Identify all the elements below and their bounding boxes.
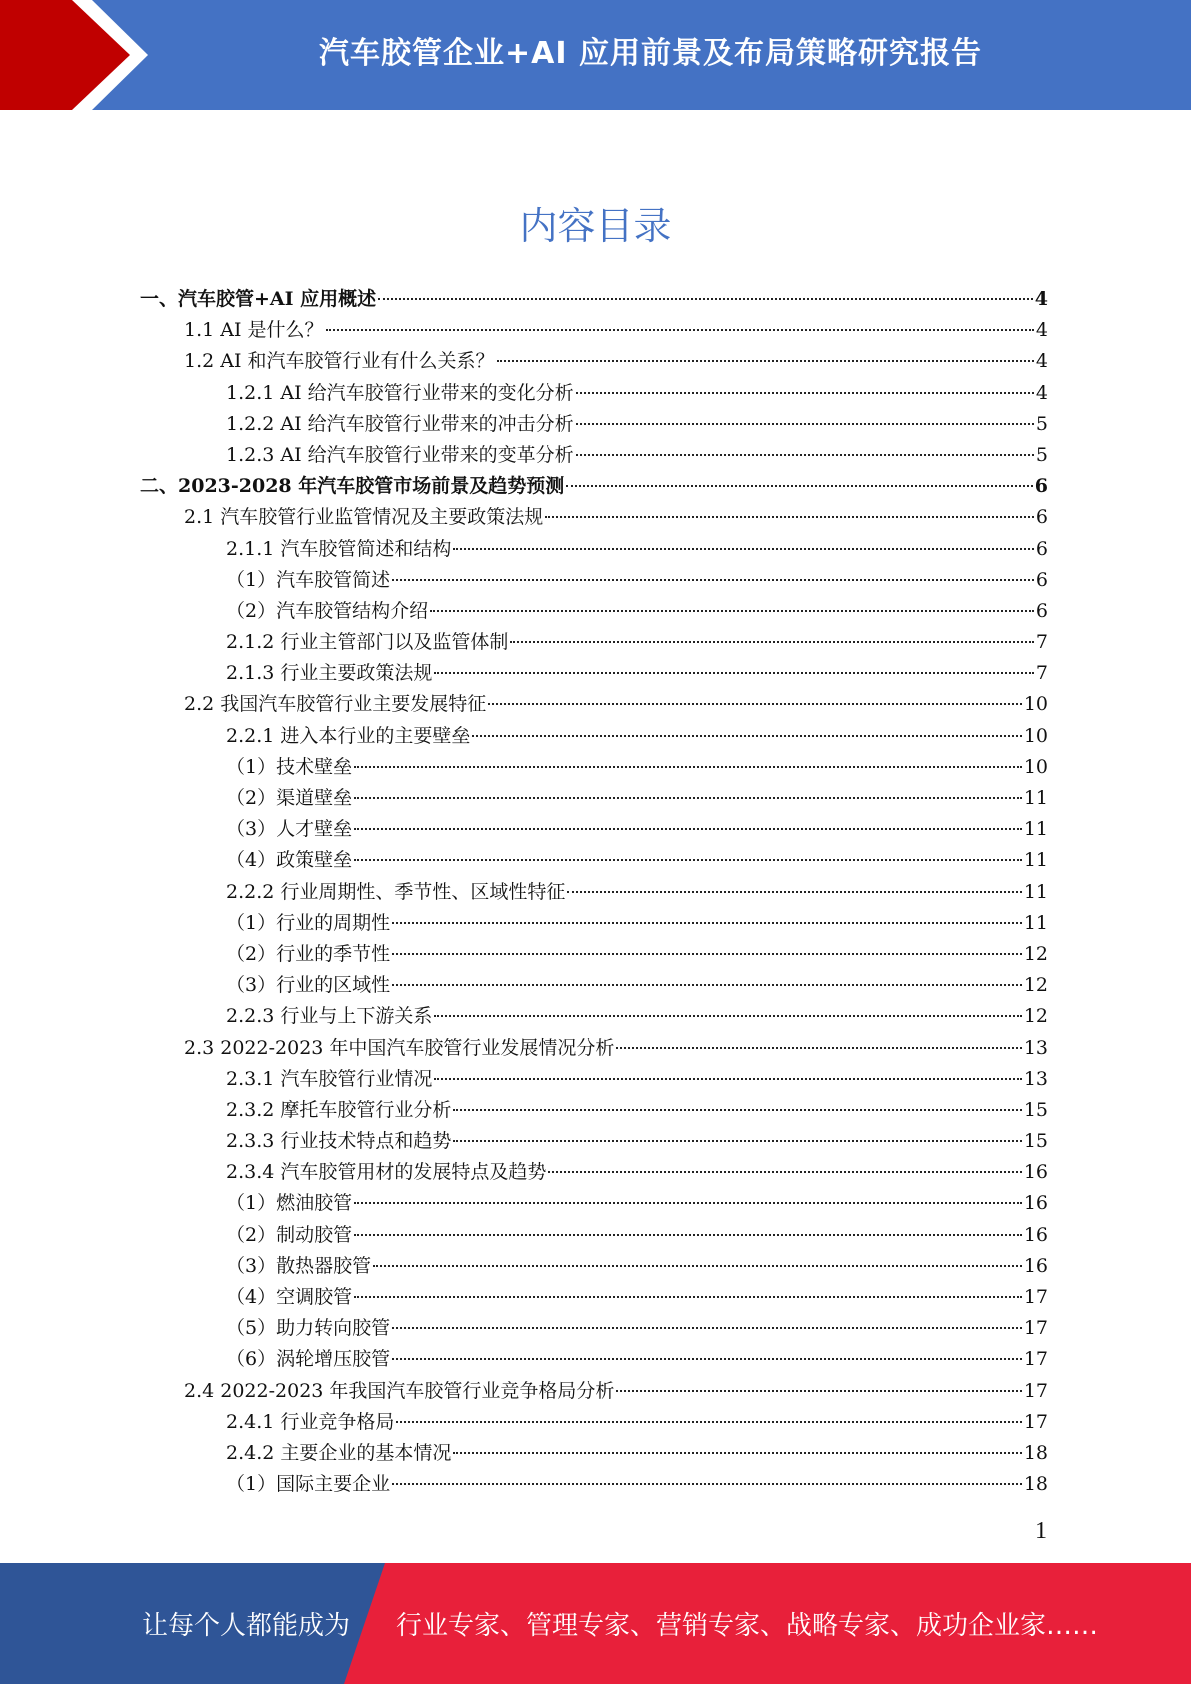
toc-entry-page: 17 — [1023, 1410, 1048, 1433]
toc-dot-leader — [510, 641, 1034, 643]
toc-entry-title: 1.2 AI 和汽车胶管行业有什么关系？ — [184, 350, 495, 373]
toc-dot-leader — [453, 1140, 1021, 1142]
toc-entry-page: 12 — [1023, 942, 1048, 965]
toc-entry[interactable] — [140, 1376, 1048, 1407]
toc-entry[interactable] — [140, 1033, 1048, 1064]
toc-entry-title: （1）行业的周期性 — [226, 911, 391, 934]
header-bar — [0, 0, 1191, 110]
toc-dot-leader — [354, 859, 1022, 861]
toc-entry[interactable] — [140, 284, 1048, 315]
toc-entry-page: 6 — [1035, 506, 1048, 529]
toc-entry-page: 15 — [1023, 1098, 1048, 1121]
toc-entry-title: 2.3.3 行业技术特点和趋势 — [226, 1130, 452, 1153]
toc-entry-page: 7 — [1035, 631, 1048, 654]
toc-entry-page: 4 — [1034, 288, 1048, 310]
toc-dot-leader — [497, 360, 1034, 362]
footer-slogan-right: 行业专家、管理专家、营销专家、战略专家、成功企业家…… — [396, 1611, 1099, 1641]
toc-entry[interactable] — [140, 845, 1048, 876]
toc-entry-page: 11 — [1023, 818, 1048, 841]
toc-heading: 内容目录 — [519, 204, 672, 248]
toc-entry-page: 11 — [1023, 911, 1048, 934]
toc-entry[interactable] — [140, 752, 1048, 783]
toc-entry-title: 2.3 2022-2023 年中国汽车胶管行业发展情况分析 — [184, 1036, 615, 1059]
toc-entry-title: 二、2023-2028 年汽车胶管市场前景及趋势预测 — [140, 475, 565, 498]
toc-entry-title: 2.4.1 行业竞争格局 — [226, 1410, 395, 1433]
toc-dot-leader — [472, 735, 1021, 737]
toc-entry-page: 12 — [1023, 1005, 1048, 1028]
toc-dot-leader — [326, 329, 1034, 331]
toc-entry-page: 7 — [1035, 662, 1048, 685]
toc-entry-title: 2.3.2 摩托车胶管行业分析 — [226, 1098, 452, 1121]
toc-dot-leader — [548, 1171, 1021, 1173]
toc-entry-title: 一、汽车胶管+AI 应用概述 — [140, 288, 377, 310]
toc-entry-page: 13 — [1023, 1067, 1048, 1090]
toc-dot-leader — [453, 548, 1034, 550]
toc-entry-page: 16 — [1023, 1192, 1048, 1215]
toc-entry-page: 16 — [1023, 1223, 1048, 1246]
toc-entry-title: 2.3.4 汽车胶管用材的发展特点及趋势 — [226, 1161, 547, 1184]
toc-entry-page: 4 — [1035, 319, 1048, 342]
toc-dot-leader — [392, 1483, 1022, 1485]
toc-entry[interactable] — [140, 596, 1048, 627]
toc-entry[interactable] — [140, 877, 1048, 908]
toc-entry-title: 2.1 汽车胶管行业监管情况及主要政策法规 — [184, 506, 544, 529]
toc-entry-title: 2.2.3 行业与上下游关系 — [226, 1005, 433, 1028]
toc-entry[interactable] — [140, 502, 1048, 533]
toc-entry-title: （1）汽车胶管简述 — [226, 568, 391, 591]
toc-entry-title: 1.2.2 AI 给汽车胶管行业带来的冲击分析 — [226, 412, 574, 435]
page-number: 1 — [1035, 1518, 1047, 1544]
toc-dot-leader — [430, 610, 1034, 612]
toc-entry-page: 18 — [1023, 1473, 1048, 1496]
toc-dot-leader — [488, 703, 1022, 705]
toc-entry-title: （2）行业的季节性 — [226, 942, 391, 965]
toc-entry-title: （3）散热器胶管 — [226, 1254, 372, 1277]
toc-entry-title: （3）人才壁垒 — [226, 818, 353, 841]
toc-entry-page: 10 — [1023, 724, 1048, 747]
toc-dot-leader — [354, 1296, 1022, 1298]
toc-entry-page: 10 — [1023, 693, 1048, 716]
toc-entry-page: 12 — [1023, 974, 1048, 997]
toc-entry-page: 4 — [1035, 350, 1048, 373]
toc-entry[interactable] — [140, 315, 1048, 346]
toc-entry-page: 17 — [1023, 1317, 1048, 1340]
toc-dot-leader — [354, 1202, 1022, 1204]
toc-dot-leader — [354, 766, 1022, 768]
toc-entry-page: 11 — [1023, 849, 1048, 872]
toc-entry-page: 16 — [1023, 1254, 1048, 1277]
toc-entry[interactable] — [140, 409, 1048, 440]
toc-entry-title: 2.2.2 行业周期性、季节性、区域性特征 — [226, 880, 566, 903]
toc-entry[interactable] — [140, 689, 1048, 720]
toc-dot-leader — [576, 392, 1034, 394]
toc-entry[interactable] — [140, 440, 1048, 471]
toc-entry-title: 2.3.1 汽车胶管行业情况 — [226, 1067, 433, 1090]
toc-entry-page: 11 — [1023, 787, 1048, 809]
toc-dot-leader — [354, 828, 1022, 830]
toc-entry-page: 17 — [1023, 1379, 1048, 1402]
toc-entry[interactable] — [140, 1157, 1048, 1188]
toc-entry-page: 13 — [1023, 1036, 1048, 1059]
toc-entry-page: 11 — [1023, 880, 1048, 903]
toc-entry[interactable] — [140, 1095, 1048, 1126]
toc-entry-title: （1）国际主要企业 — [226, 1473, 391, 1496]
toc-entry-page: 10 — [1023, 755, 1048, 778]
toc-dot-leader — [354, 1234, 1022, 1236]
toc-entry-title: （1）燃油胶管 — [226, 1192, 353, 1215]
toc-dot-leader — [453, 1109, 1021, 1111]
toc-entry-title: 2.2 我国汽车胶管行业主要发展特征 — [184, 693, 487, 716]
toc-dot-leader — [392, 953, 1022, 955]
toc-entry-title: 1.1 AI 是什么？ — [184, 319, 324, 342]
toc-entry[interactable] — [140, 565, 1048, 596]
toc-entry[interactable] — [140, 1188, 1048, 1219]
toc-dot-leader — [378, 298, 1033, 300]
toc-entry-title: （6）涡轮增压胶管 — [226, 1348, 391, 1371]
toc-dot-leader — [373, 1265, 1022, 1267]
toc-entry-title: （4）政策壁垒 — [226, 849, 353, 872]
toc-entry-title: （1）技术壁垒 — [226, 755, 353, 778]
toc-entry[interactable] — [140, 1313, 1048, 1344]
toc-entry-title: 1.2.3 AI 给汽车胶管行业带来的变革分析 — [226, 443, 574, 466]
toc-dot-leader — [434, 1015, 1021, 1017]
toc-entry-title: 2.1.1 汽车胶管简述和结构 — [226, 537, 452, 560]
toc-entry-title: 2.4.2 主要企业的基本情况 — [226, 1441, 452, 1464]
toc-entry-title: 1.2.1 AI 给汽车胶管行业带来的变化分析 — [226, 381, 574, 404]
toc-entry-title: （2）制动胶管 — [226, 1223, 353, 1246]
toc-entry-title: （2）汽车胶管结构介绍 — [226, 599, 429, 622]
toc-entry-title: （2）渠道壁垒 — [226, 787, 353, 809]
toc-entry[interactable] — [140, 1407, 1048, 1438]
toc-entry[interactable] — [140, 1001, 1048, 1032]
toc-entry-page: 6 — [1035, 568, 1048, 591]
toc-entry-title: 2.2.1 进入本行业的主要壁垒 — [226, 724, 471, 747]
toc-entry-page: 6 — [1034, 475, 1048, 498]
toc-dot-leader — [392, 1327, 1022, 1329]
toc-entry[interactable] — [140, 939, 1048, 970]
toc-dot-leader — [576, 423, 1034, 425]
toc-entry-page: 4 — [1035, 381, 1048, 404]
toc-entry-page: 16 — [1023, 1161, 1048, 1184]
table-of-contents — [140, 284, 1048, 1500]
toc-entry[interactable] — [140, 471, 1048, 502]
toc-dot-leader — [616, 1390, 1021, 1392]
toc-entry[interactable] — [140, 783, 1048, 814]
toc-entry-title: 2.1.2 行业主管部门以及监管体制 — [226, 631, 509, 654]
toc-dot-leader — [566, 485, 1033, 487]
toc-entry[interactable] — [140, 1438, 1048, 1469]
toc-entry[interactable] — [140, 1064, 1048, 1095]
toc-dot-leader — [392, 579, 1034, 581]
toc-entry[interactable] — [140, 1469, 1048, 1500]
toc-dot-leader — [392, 984, 1022, 986]
toc-entry-page: 17 — [1023, 1348, 1048, 1371]
toc-entry-title: （4）空调胶管 — [226, 1286, 353, 1308]
toc-entry-title: 2.1.3 行业主要政策法规 — [226, 662, 433, 685]
toc-dot-leader — [396, 1421, 1021, 1423]
toc-dot-leader — [545, 516, 1034, 518]
footer-slogan-left: 让每个人都能成为 — [142, 1611, 351, 1641]
toc-dot-leader — [567, 891, 1021, 893]
toc-entry[interactable] — [140, 908, 1048, 939]
toc-entry[interactable] — [140, 534, 1048, 565]
toc-entry-page: 5 — [1035, 443, 1048, 466]
toc-dot-leader — [616, 1047, 1021, 1049]
toc-entry[interactable] — [140, 1220, 1048, 1251]
toc-entry[interactable] — [140, 378, 1048, 409]
toc-entry[interactable] — [140, 1251, 1048, 1282]
toc-entry[interactable] — [140, 627, 1048, 658]
toc-entry[interactable] — [140, 721, 1048, 752]
toc-entry-title: （5）助力转向胶管 — [226, 1317, 391, 1340]
toc-dot-leader — [576, 454, 1034, 456]
toc-dot-leader — [392, 922, 1022, 924]
toc-entry-title: （3）行业的区域性 — [226, 974, 391, 997]
toc-dot-leader — [434, 672, 1034, 674]
toc-entry-title: 2.4 2022-2023 年我国汽车胶管行业竞争格局分析 — [184, 1379, 615, 1402]
toc-entry[interactable] — [140, 1282, 1048, 1313]
toc-entry[interactable] — [140, 658, 1048, 689]
toc-dot-leader — [453, 1452, 1021, 1454]
toc-entry[interactable] — [140, 1126, 1048, 1157]
toc-entry-page: 17 — [1023, 1286, 1048, 1308]
toc-entry[interactable] — [140, 1344, 1048, 1375]
toc-entry[interactable] — [140, 970, 1048, 1001]
report-title: 汽车胶管企业+AI 应用前景及布局策略研究报告 — [319, 36, 982, 71]
footer-banner — [0, 1563, 1191, 1684]
toc-entry-page: 6 — [1035, 537, 1048, 560]
toc-dot-leader — [354, 797, 1022, 799]
toc-entry-page: 5 — [1035, 412, 1048, 435]
header-arrow-icon — [0, 0, 160, 110]
toc-entry-page: 15 — [1023, 1130, 1048, 1153]
toc-entry[interactable] — [140, 814, 1048, 845]
toc-dot-leader — [434, 1078, 1021, 1080]
toc-dot-leader — [392, 1358, 1022, 1360]
toc-entry-page: 6 — [1035, 599, 1048, 622]
toc-entry[interactable] — [140, 346, 1048, 377]
toc-entry-page: 18 — [1023, 1441, 1048, 1464]
